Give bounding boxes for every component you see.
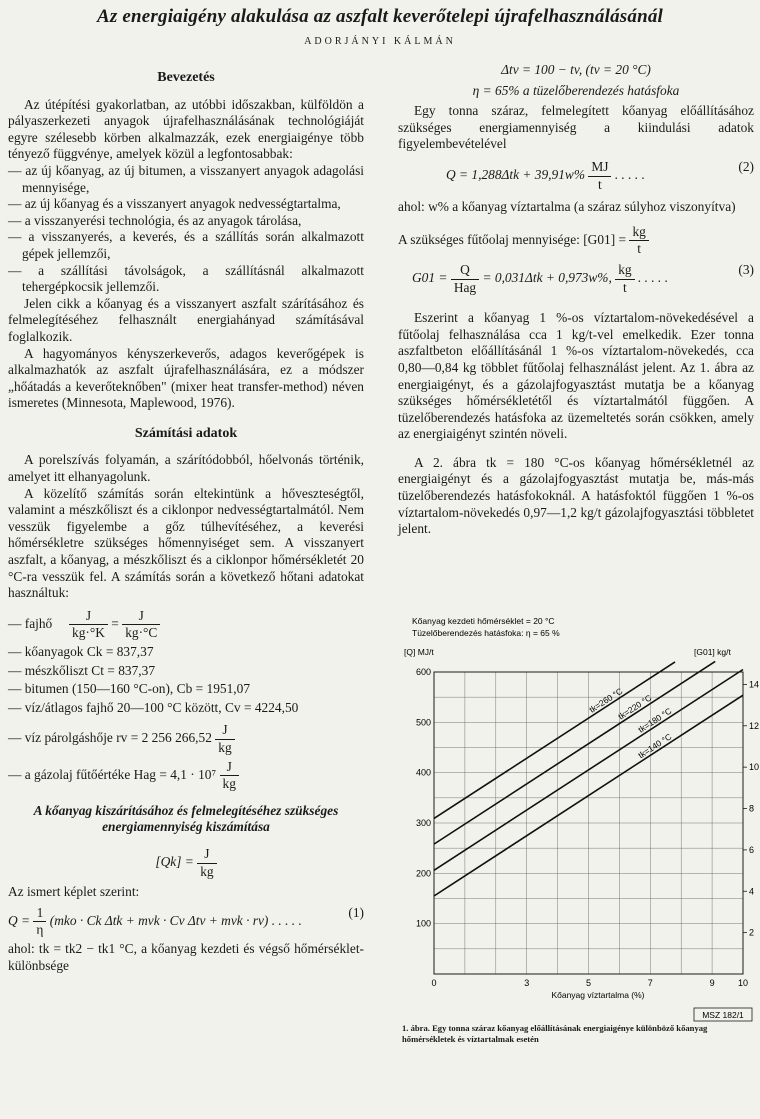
- list-item: — a visszanyerés, a keverés, és a szállítás során alkalmazott gépek jellemzői,: [8, 229, 364, 261]
- list-item: — az új kőanyag, az új bitumen, a visszanyert anyagok adagolási mennyisége,: [8, 162, 364, 195]
- author: ADORJÁNYI KÁLMÁN: [304, 36, 456, 47]
- series-label: tk=260 °C: [587, 685, 625, 715]
- equation-1: Q = $\frac{1}{\eta}$ (mko · Ck Δtk + mvk · Cv Δtv + mvk · rv) . . . . . (1): [8, 904, 364, 938]
- y-tick-label-left: 400: [415, 767, 431, 778]
- x-axis-label: Kőanyag víztartalma (%): [551, 990, 645, 1000]
- y-tick-label-left: 300: [415, 818, 431, 828]
- y-tick-label-left: 100: [415, 918, 431, 929]
- left-column: [8, 62, 364, 974]
- heading-intro: Bevezetés: [157, 70, 215, 85]
- paragraph: Az útépítési gyakorlatban, az utóbbi időszakban, külföldön a pályaszerkezeti anyagok újrafelhasználásának technológiáját egyre szélesebb körben alkalmazzák, ezek energiaigénye több tényező függvénye, amelyek közül a legfontosabbak:: [8, 96, 364, 162]
- list-item: — az új kőanyag és a visszanyert anyagok nedvességtartalma,: [8, 196, 341, 212]
- chart-title: Kőanyag kezdeti hőmérséklet = 20 °C: [412, 616, 555, 626]
- right-column: [398, 58, 754, 538]
- y-tick-label-right: 4: [749, 886, 755, 897]
- paragraph: A porelszívás folyamán, a szárítódobból, hőelvonás történik, amelyet itt elhanyagolunk.: [8, 452, 364, 485]
- y-axis-label-left: [Q] MJ/t: [404, 647, 434, 657]
- series-label: tk=180 °C: [636, 705, 674, 735]
- y-tick-label-left: 600: [415, 667, 431, 677]
- list-item: — a visszanyerési technológia, és az anyagok tárolása,: [8, 212, 302, 228]
- y-tick-label-right: 8: [749, 803, 755, 814]
- value-line: — víz párolgáshője rv = 2 256 266,52 $\frac{J}{kg}$: [8, 722, 364, 756]
- subheading-energy: A kőanyag kiszárításához és felmelegítéséhez szükséges energiamennyiség kiszámítása: [33, 802, 339, 835]
- y-tick-label-left: 500: [415, 717, 431, 728]
- figure-caption: 1. ábra. Egy tonna száraz kőanyag előállításának energiaigénye különböző kőanyag hőmérsékletek és víztartalmak esetén: [402, 1023, 708, 1044]
- y-tick-label-right: 12: [749, 720, 760, 731]
- y-tick-label-right: 10: [749, 762, 760, 773]
- paragraph: A közelítő számítás során eltekintünk a hőveszteségtől, valamint a mészkőliszt és a ciklonpor nedvességtartalmától. Nem vesszük figyelembe a gőz túlhevítéséhez, a keverési hőmérsékletre szükséges hőmennyiséget sem. A visszanyert aszfalt, a kőanyag, a mészkőliszt és a ciklonpor hőmérsékletét 20 °C-ra vesszük fel. A számítás során a következő hőtani adatokat használtuk:: [8, 485, 364, 601]
- paragraph: Jelen cikk a kőanyag és a visszanyert aszfalt szárításához és felmelegítéséhez felhasznált energiahányad számításával foglalkozik.: [8, 295, 364, 344]
- stamp-label: MSZ 182/1: [702, 1010, 744, 1020]
- series-label: tk=220 °C: [616, 692, 654, 722]
- x-tick-label: 0: [431, 978, 437, 988]
- equation-2: Q = 1,288Δtk + 39,91w% $\frac{MJ}{t}$ . . . . . (2): [446, 158, 754, 192]
- paragraph: Az ismert képlet szerint:: [8, 884, 140, 900]
- value-line: — víz/átlagos fajhő 20—100 °C között, Cv = 4224,50: [8, 699, 299, 715]
- series-line: [434, 662, 675, 819]
- value-line: — mészkőliszt Ct = 837,37: [8, 662, 156, 678]
- paragraph: Egy tonna száraz, felmelegített kőanyag előállításához szükséges energiamennyiség a kiindulási adatok figyelembevételével: [398, 103, 754, 152]
- unit-qk: [Qk] = $\frac{J}{kg}$: [8, 846, 364, 880]
- paragraph: ahol: w% a kőanyag víztartalma (a száraz súlyhoz viszonyítva): [398, 199, 736, 215]
- fuel-unit: A szükséges fűtőolaj mennyisége: [G01] = $\frac{kg}{t}$: [398, 224, 754, 258]
- chart-axes: [416, 667, 759, 988]
- heading-calc: Számítási adatok: [134, 425, 238, 441]
- value-line: — bitumen (150—160 °C-on), Cb = 1951,07: [8, 681, 251, 697]
- paragraph: A hagyományos kényszerkeverős, adagos keverőgépek is alkalmazhatók az aszfalt újrafelhasználására, ez a módszer „hőátadás a keverőteknőben" (mixer heat transfer-method) néven ismeretes (Minnesota, Maplewood, 1976).: [8, 345, 364, 411]
- paragraph: Eszerint a kőanyag 1 %-os víztartalom-növekedésével a fűtőolaj felhasználása cca 1 kg/t-vel emelkedik. Ezer tonna aszfaltbeton előállításánál 1 %-os víztartalom-növekedés, cca 0,80—0,84 kg többlet fűtőolaj felhasználást jelent. Az 1. ábra az energiaigényt, és a gázolajfogyasztást mutatja be a kőanyag szükséges hőmérsékletétől és víztartalmától függően. A tüzelőberendezés hatásfoka az üzemeltetés során csökken, amely az energiaigényt szintén növeli.: [398, 310, 754, 442]
- paragraph: ahol: tk = tk2 − tk1 °C, a kőanyag kezdeti és végső hőmérséklet-különbsége: [8, 940, 364, 973]
- chart-figure-1: [398, 612, 758, 1022]
- equation-3: G01 = $\frac{Q}{\text{Hag}}$ = 0,031Δtk + 0,973w%, $\frac{kg}{t}$ . . . . . (3): [412, 261, 754, 295]
- equation-dtv: Δtv = 100 − tv, (tv = 20 °C): [501, 62, 651, 77]
- y-tick-label-right: 14: [749, 679, 760, 690]
- article-title: Az energiaigény alakulása az aszfalt keverőtelepi újrafelhasználásánál: [96, 6, 664, 27]
- value-line: — kőanyagok Ck = 837,37: [8, 644, 154, 659]
- value-line: — a gázolaj fűtőértéke Hag = 4,1 · 10⁷ $\frac{J}{kg}$: [8, 759, 364, 793]
- x-tick-label: 5: [585, 978, 592, 988]
- specific-heat-units: — fajhő $\frac{J}{kg\cdot^\circ K}$ = $\frac{J}{kg\cdot^\circ C}$: [8, 608, 364, 642]
- x-tick-label: 3: [524, 978, 530, 988]
- series-label: tk=140 °C: [636, 731, 674, 761]
- y-tick-label-left: 200: [415, 868, 431, 879]
- list-item: — a szállítási távolságok, a szállításnál alkalmazott tehergépkocsik jellemzői.: [8, 262, 364, 295]
- x-tick-label: 9: [709, 978, 715, 988]
- chart-subtitle: Tüzelőberendezés hatásfoka: η = 65 %: [412, 628, 560, 638]
- y-tick-label-right: 6: [749, 844, 755, 855]
- y-axis-label-right: [G01] kg/t: [694, 647, 731, 657]
- series-line: [434, 661, 715, 844]
- paragraph: A 2. ábra tk = 180 °C-os kőanyag hőmérsékletnél az energiaigényt és a gázolajfogyasztást mutatja be, más-más tüzelőberendezés hatásfokoknál. A hatásfoktól függően 1 %-os víztartalom-növekedés 0,97—1,2 kg/t gázolajfogyasztási többletet jelent.: [398, 454, 754, 537]
- y-tick-label-right: 2: [749, 927, 755, 938]
- x-tick-label: 10: [737, 978, 749, 988]
- equation-eta: η = 65% a tüzelőberendezés hatásfoka: [472, 82, 680, 98]
- x-tick-label: 7: [647, 978, 653, 988]
